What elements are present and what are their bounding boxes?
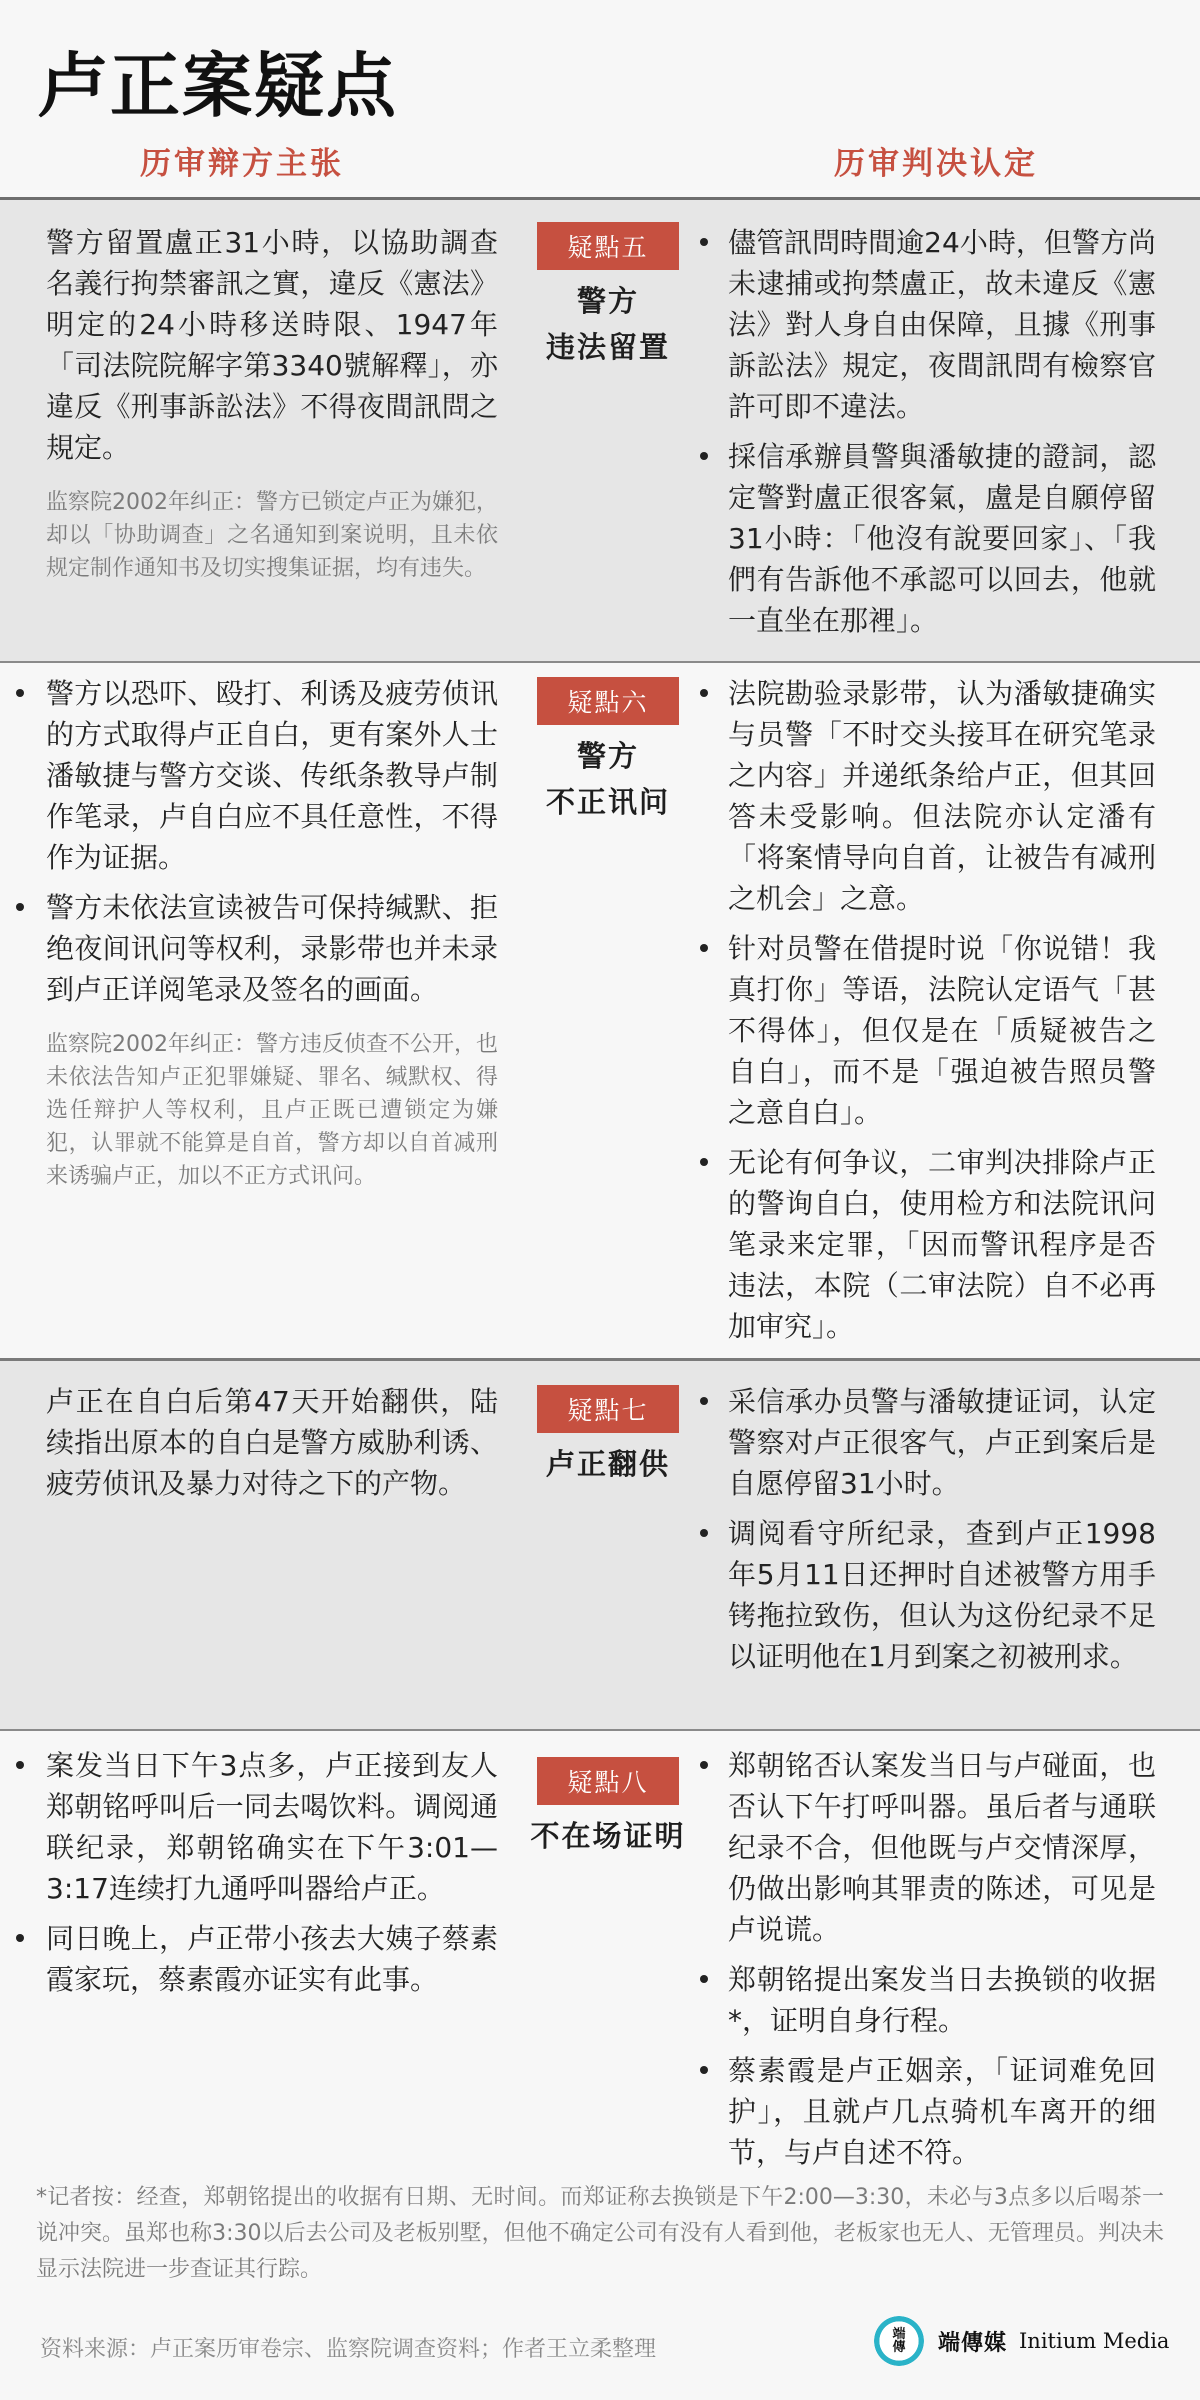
doubt-label: 警方 不正讯问 bbox=[545, 739, 670, 819]
section-doubt-7 bbox=[0, 1361, 1200, 1729]
doubt-badge: 疑點五 bbox=[537, 222, 679, 270]
ruling-item: 蔡素霞是卢正姻亲，「证词难免回护」，且就卢几点骑机车离开的细节，与卢自述不符。 bbox=[696, 2050, 1156, 2173]
logo-english-name: Initium Media bbox=[1019, 2329, 1170, 2353]
ruling-item: 法院勘验录影带，认为潘敏捷确实与员警「不时交头接耳在研究笔录之内容」并递纸条给卢正，但其回答未受影响。但法院亦认定潘有「将案情导向自首，让被告有减刑之机会」之意。 bbox=[696, 673, 1156, 919]
doubt-marker bbox=[522, 222, 694, 370]
doubt-marker bbox=[522, 1385, 694, 1487]
control-yuan-note: 监察院2002年纠正：警方违反侦查不公开，也未依法告知卢正犯罪嫌疑、罪名、缄默权、得选任辩护人等权利，且卢正既已遭锁定为嫌犯，认罪就不能算是自首，警方却以自首减刑来诱骗卢正，加以不正方式讯问。 bbox=[46, 1032, 498, 1189]
doubt-badge: 疑點六 bbox=[537, 677, 679, 725]
ruling-item: 郑朝铭提出案发当日去换锁的收据*，证明自身行程。 bbox=[696, 1959, 1156, 2041]
logo-icon: 端 傳 bbox=[874, 2316, 924, 2366]
doubt-badge: 疑點七 bbox=[537, 1385, 679, 1433]
defense-text: 警方留置盧正31小時，以協助調查名義行拘禁審訊之實，違反《憲法》明定的24小時移送時限、1947年「司法院院解字第3340號解釋」，亦違反《刑事訴訟法》不得夜間訊問之規定。 bbox=[46, 226, 498, 464]
court-ruling bbox=[696, 1745, 1156, 2182]
defense-item: 同日晚上，卢正带小孩去大姨子蔡素霞家玩，蔡素霞亦证实有此事。 bbox=[46, 1918, 498, 2000]
defense-item: 警方以恐吓、殴打、利诱及疲劳侦讯的方式取得卢正自白，更有案外人士潘敏捷与警方交谈、传纸条教导卢制作笔录，卢自白应不具任意性，不得作为证据。 bbox=[46, 673, 498, 878]
source-credit: 资料来源：卢正案历审卷宗、监察院调查资料；作者王立柔整理 bbox=[40, 2337, 657, 2362]
page-title: 卢正案疑点 bbox=[38, 45, 398, 127]
logo-chinese-name: 端傳媒 bbox=[938, 2329, 1008, 2356]
defense-item: 警方未依法宣读被告可保持缄默、拒绝夜间讯问等权利，录影带也并未录到卢正详阅笔录及签名的画面。 bbox=[46, 887, 498, 1010]
section-doubt-6 bbox=[0, 663, 1200, 1359]
doubt-marker bbox=[522, 1757, 694, 1859]
section-doubt-5 bbox=[0, 200, 1200, 662]
ruling-item: 採信承辦員警與潘敏捷的證詞，認定警對盧正很客氣，盧是自願停留31小時：「他沒有說要回家」、「我們有告訴他不承認可以回去，他就一直坐在那裡」。 bbox=[696, 436, 1156, 641]
defense-item: 案发当日下午3点多，卢正接到友人郑朝铭呼叫后一同去喝饮料。调阅通联纪录，郑朝铭确实在下午3:01—3:17连续打九通呼叫器给卢正。 bbox=[46, 1745, 498, 1909]
doubt-label: 卢正翻供 bbox=[545, 1447, 670, 1481]
defense-text: 卢正在自白后第47天开始翻供，陆续指出原本的自白是警方威胁利诱、疲劳侦讯及暴力对待之下的产物。 bbox=[46, 1385, 498, 1500]
ruling-item: 郑朝铭否认案发当日与卢碰面，也否认下午打呼叫器。虽后者与通联纪录不合，但他既与卢交情深厚，仍做出影响其罪责的陈述，可见是卢说谎。 bbox=[696, 1745, 1156, 1950]
defense-claim bbox=[46, 222, 498, 585]
doubt-label: 警方 违法留置 bbox=[545, 284, 670, 364]
court-ruling bbox=[696, 222, 1156, 650]
court-ruling bbox=[696, 1381, 1156, 1686]
left-column-heading: 历审辩方主张 bbox=[140, 146, 344, 182]
ruling-item: 儘管訊問時間逾24小時，但警方尚未逮捕或拘禁盧正，故未違反《憲法》對人身自由保障，且據《刑事訴訟法》規定，夜間訊問有檢察官許可即不違法。 bbox=[696, 222, 1156, 427]
court-ruling bbox=[696, 673, 1156, 1356]
doubt-marker bbox=[522, 677, 694, 825]
reporter-footnote: *记者按：经查，郑朝铭提出的收据有日期、无时间。而郑证称去换锁是下午2:00—3:30，未必与3点多以后喝茶一说冲突。虽郑也称3:30以后去公司及老板别墅，但他不确定公司有没有人看到他，老板家也无人、无管理员。判决未显示法院进一步查证其行踪。 bbox=[36, 2185, 1164, 2282]
ruling-item: 无论有何争议，二审判决排除卢正的警询自白，使用检方和法院讯问笔录来定罪，「因而警讯程序是否违法，本院（二审法院）自不必再加审究」。 bbox=[696, 1142, 1156, 1347]
section-doubt-8 bbox=[0, 1731, 1200, 2171]
defense-claim bbox=[46, 673, 498, 1193]
doubt-label: 不在场证明 bbox=[530, 1819, 686, 1853]
ruling-item: 采信承办员警与潘敏捷证词，认定警察对卢正很客气，卢正到案后是自愿停留31小时。 bbox=[696, 1381, 1156, 1504]
doubt-badge: 疑點八 bbox=[537, 1757, 679, 1805]
ruling-item: 针对员警在借提时说「你说错！我真打你」等语，法院认定语气「甚不得体」，但仅是在「质疑被告之自白」，而不是「强迫被告照员警之意自白」。 bbox=[696, 928, 1156, 1133]
right-column-heading: 历审判决认定 bbox=[834, 146, 1038, 182]
defense-claim bbox=[46, 1381, 498, 1504]
initium-logo bbox=[874, 2316, 1169, 2366]
defense-claim bbox=[46, 1745, 498, 2009]
ruling-item: 调阅看守所纪录，查到卢正1998年5月11日还押时自述被警方用手铐拖拉致伤，但认为这份纪录不足以证明他在1月到案之初被刑求。 bbox=[696, 1513, 1156, 1677]
control-yuan-note: 监察院2002年纠正：警方已锁定卢正为嫌犯，却以「协助调查」之名通知到案说明，且未依规定制作通知书及切实搜集证据，均有违失。 bbox=[46, 490, 498, 581]
